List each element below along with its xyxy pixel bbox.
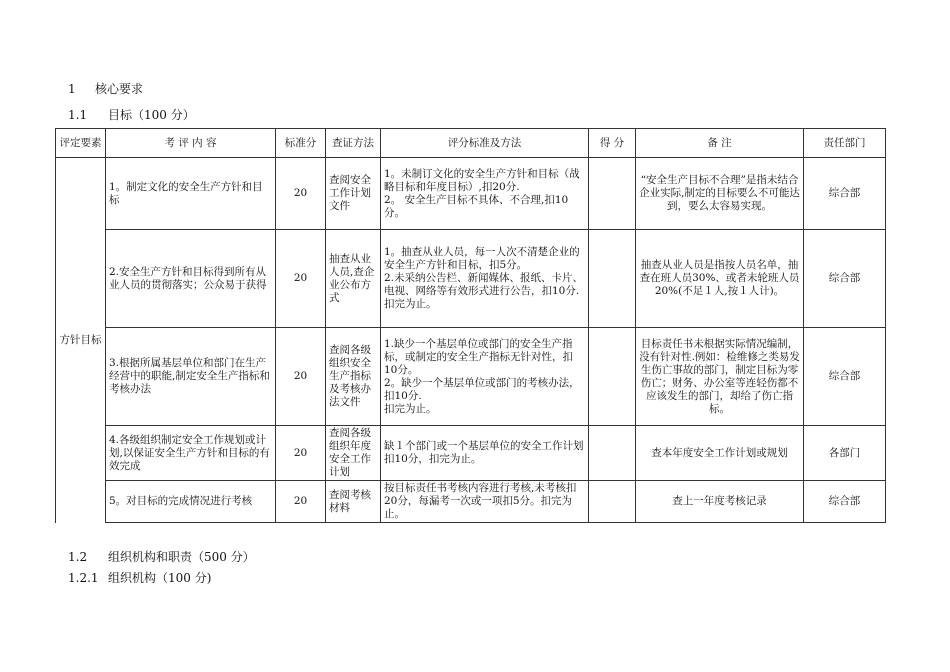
table-row <box>56 481 886 523</box>
header-remark: 备 注 <box>636 129 804 158</box>
row-method: 查阅安全工作计划文件 <box>326 158 381 230</box>
row-department: 综合部 <box>804 481 886 523</box>
row-score: 20 <box>276 426 326 481</box>
header-score: 得 分 <box>589 129 636 158</box>
row-content: 4.各级组织制定安全工作规划或计划,以保证安全生产方针和目标的有效完成 <box>106 426 276 481</box>
heading-1-2 <box>68 548 255 565</box>
row-got-score <box>589 230 636 328</box>
row-score: 20 <box>276 158 326 230</box>
row-content: 5。对目标的完成情况进行考核 <box>106 481 276 523</box>
row-content: 1。制定文化的安全生产方针和目标 <box>106 158 276 230</box>
objectives-table <box>55 128 886 523</box>
heading-1-2-1-number: 1.2.1 <box>68 571 99 585</box>
row-content: 2.安全生产方针和目标得到所有从业人员的贯彻落实；公众易于获得 <box>106 230 276 328</box>
header-department: 责任部门 <box>804 129 886 158</box>
table-row <box>56 230 886 328</box>
table-row <box>56 158 886 230</box>
heading-1-number: 1 <box>68 82 76 96</box>
header-standard-score: 标准分 <box>276 129 326 158</box>
row-method: 抽查从业人员,查企业公布方式 <box>326 230 381 328</box>
row-method: 查阅各级组织安全生产指标及考核办法文件 <box>326 328 381 426</box>
header-verify-method: 查证方法 <box>326 129 381 158</box>
row-got-score <box>589 426 636 481</box>
row-department: 综合部 <box>804 230 886 328</box>
heading-1-2-1-text: 组织机构（100 分) <box>108 571 212 585</box>
category-cell: 方针目标 <box>56 158 106 523</box>
row-remark: 查上一年度考核记录 <box>636 481 804 523</box>
row-content: 3.根据所属基层单位和部门在生产经营中的职能,制定安全生产指标和考核办法 <box>106 328 276 426</box>
row-got-score <box>589 158 636 230</box>
row-got-score <box>589 481 636 523</box>
heading-1-2-text: 组织机构和职责（500 分） <box>108 550 255 564</box>
heading-1-1-text: 目标（100 分） <box>108 108 195 122</box>
row-criteria: 1。未制订文化的安全生产方针和目标（战略目标和年度目标）,扣20分. 2。 安全生产目标不具体、不合理,扣10分。 <box>381 158 589 230</box>
row-criteria: 1.缺少一个基层单位或部门的安全生产指标，或制定的安全生产指标无针对性，扣10分。 2。缺少一个基层单位或部门的考核办法，扣10分. 扣完为止。 <box>381 328 589 426</box>
header-content: 考 评 内 容 <box>106 129 276 158</box>
heading-1-text: 核心要求 <box>95 82 144 96</box>
row-department: 综合部 <box>804 328 886 426</box>
heading-1-2-number: 1.2 <box>68 550 88 564</box>
row-criteria: 按目标责任书考核内容进行考核,未考核扣20分，每漏考一次或一项扣5分。扣完为止。 <box>381 481 589 523</box>
row-criteria: 1。抽查从业人员，每一人次不清楚企业的安全生产方针和目标，扣5分。 2.未采纳公告栏、新闻媒体、报纸、卡片、电视、网络等有效形式进行公告，扣10分. 扣完为止。 <box>381 230 589 328</box>
heading-1-1-number: 1.1 <box>68 108 88 122</box>
row-score: 20 <box>276 230 326 328</box>
table-header-row <box>56 129 886 158</box>
row-department: 各部门 <box>804 426 886 481</box>
row-remark: “安全生产目标不合理”是指未结合企业实际,制定的目标要么不可能达到，要么太容易实现。 <box>636 158 804 230</box>
heading-1 <box>68 80 143 97</box>
row-score: 20 <box>276 481 326 523</box>
row-department: 综合部 <box>804 158 886 230</box>
row-method: 查阅考核材料 <box>326 481 381 523</box>
row-remark: 抽查从业人员是指按人员名单，抽查在班人员30%、或者未轮班人员 20%(不足１人,按１人计)。 <box>636 230 804 328</box>
table-row <box>56 426 886 481</box>
row-criteria: 缺１个部门或一个基层单位的安全工作计划扣10分，扣完为止。 <box>381 426 589 481</box>
heading-1-1 <box>68 106 195 123</box>
row-remark: 目标责任书未根据实际情况编制，没有针对性.例如：检维修之类易发生伤亡事故的部门，制定目标为零伤亡；财务、办公室等连轻伤都不应该发生的部门，却给了伤亡指标。 <box>636 328 804 426</box>
header-criteria: 评分标准及方法 <box>381 129 589 158</box>
row-score: 20 <box>276 328 326 426</box>
header-category: 评定要素 <box>56 129 106 158</box>
row-got-score <box>589 328 636 426</box>
row-method: 查阅各级组织年度安全工作计划 <box>326 426 381 481</box>
heading-1-2-1 <box>68 569 211 586</box>
row-remark: 查本年度安全工作计划或规划 <box>636 426 804 481</box>
table-row <box>56 328 886 426</box>
